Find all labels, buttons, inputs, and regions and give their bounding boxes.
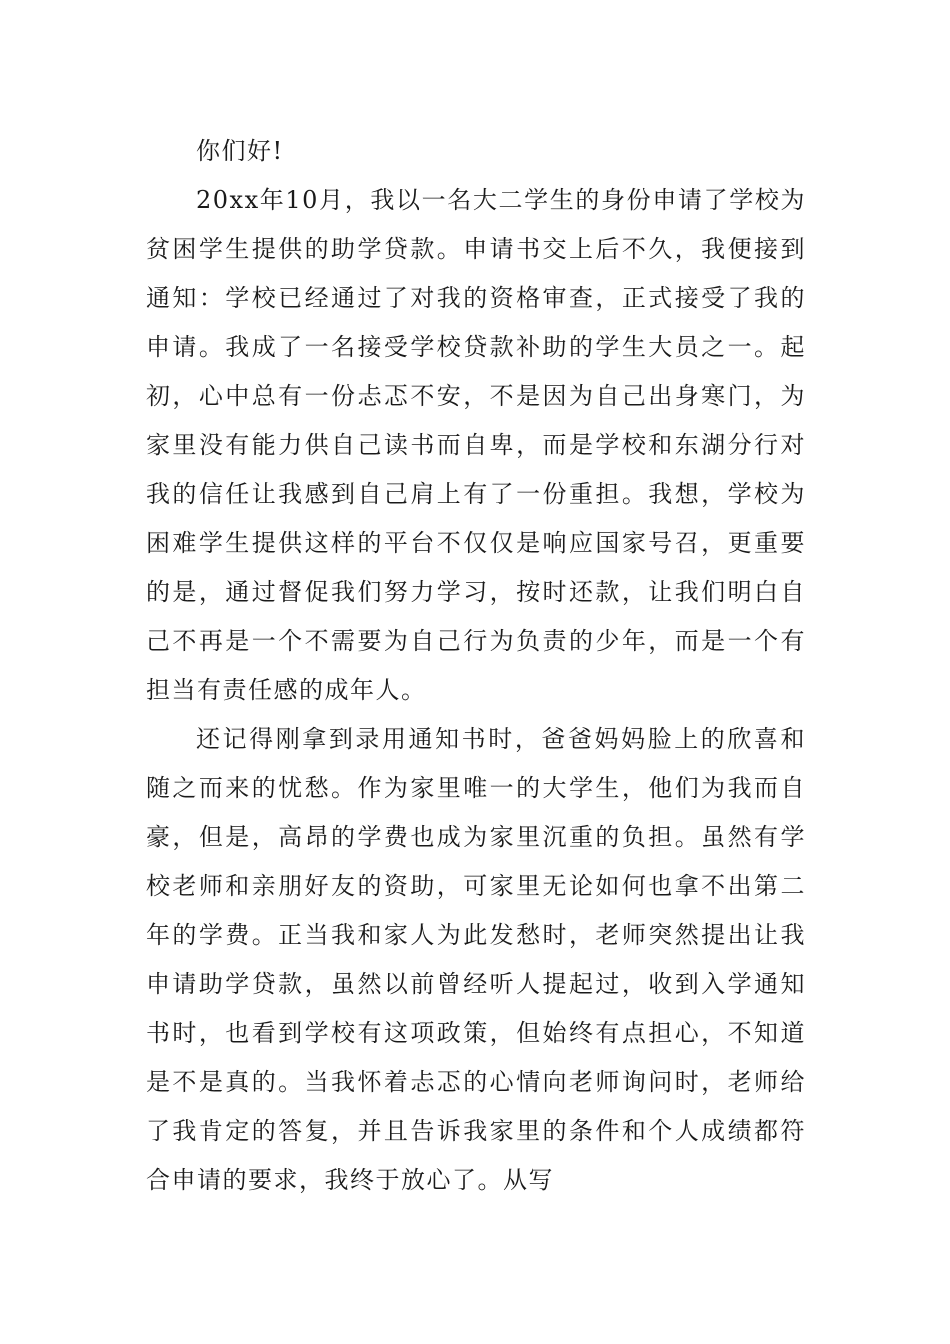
paragraph-2: 还记得刚拿到录用通知书时，爸爸妈妈脸上的欣喜和随之而来的忧愁。作为家里唯一的大学生，他们为我而自豪，但是，高昂的学费也成为家里沉重的负担。虽然有学校老师和亲朋好友的资助，可家里无论如何也拿不出第二年的学费。正当我和家人为此发愁时，老师突然提出让我申请助学贷款，虽然以前曾经听人提起过，收到入学通知书时，也看到学校有这项政策，但始终有点担心，不知道是不是真的。当我怀着忐忑的心情向老师询问时，老师给了我肯定的答复，并且告诉我家里的条件和个人成绩都符合申请的要求，我终于放心了。从写	[146, 725, 806, 1194]
letter-body	[146, 127, 806, 1205]
paragraph-1: 20xx年10月，我以一名大二学生的身份申请了学校为贫困学生提供的助学贷款。申请书交上后不久，我便接到通知：学校已经通过了对我的资格审查，正式接受了我的申请。我成了一名接受学校贷款补助的学生大员之一。起初，心中总有一份忐忑不安，不是因为自己出身寒门，为家里没有能力供自己读书而自卑，而是学校和东湖分行对我的信任让我感到自己肩上有了一份重担。我想，学校为困难学生提供这样的平台不仅仅是响应国家号召，更重要的是，通过督促我们努力学习，按时还款，让我们明白自己不再是一个不需要为自己行为负责的少年，而是一个有担当有责任感的成年人。	[146, 186, 806, 704]
greeting: 你们好!	[196, 137, 284, 165]
